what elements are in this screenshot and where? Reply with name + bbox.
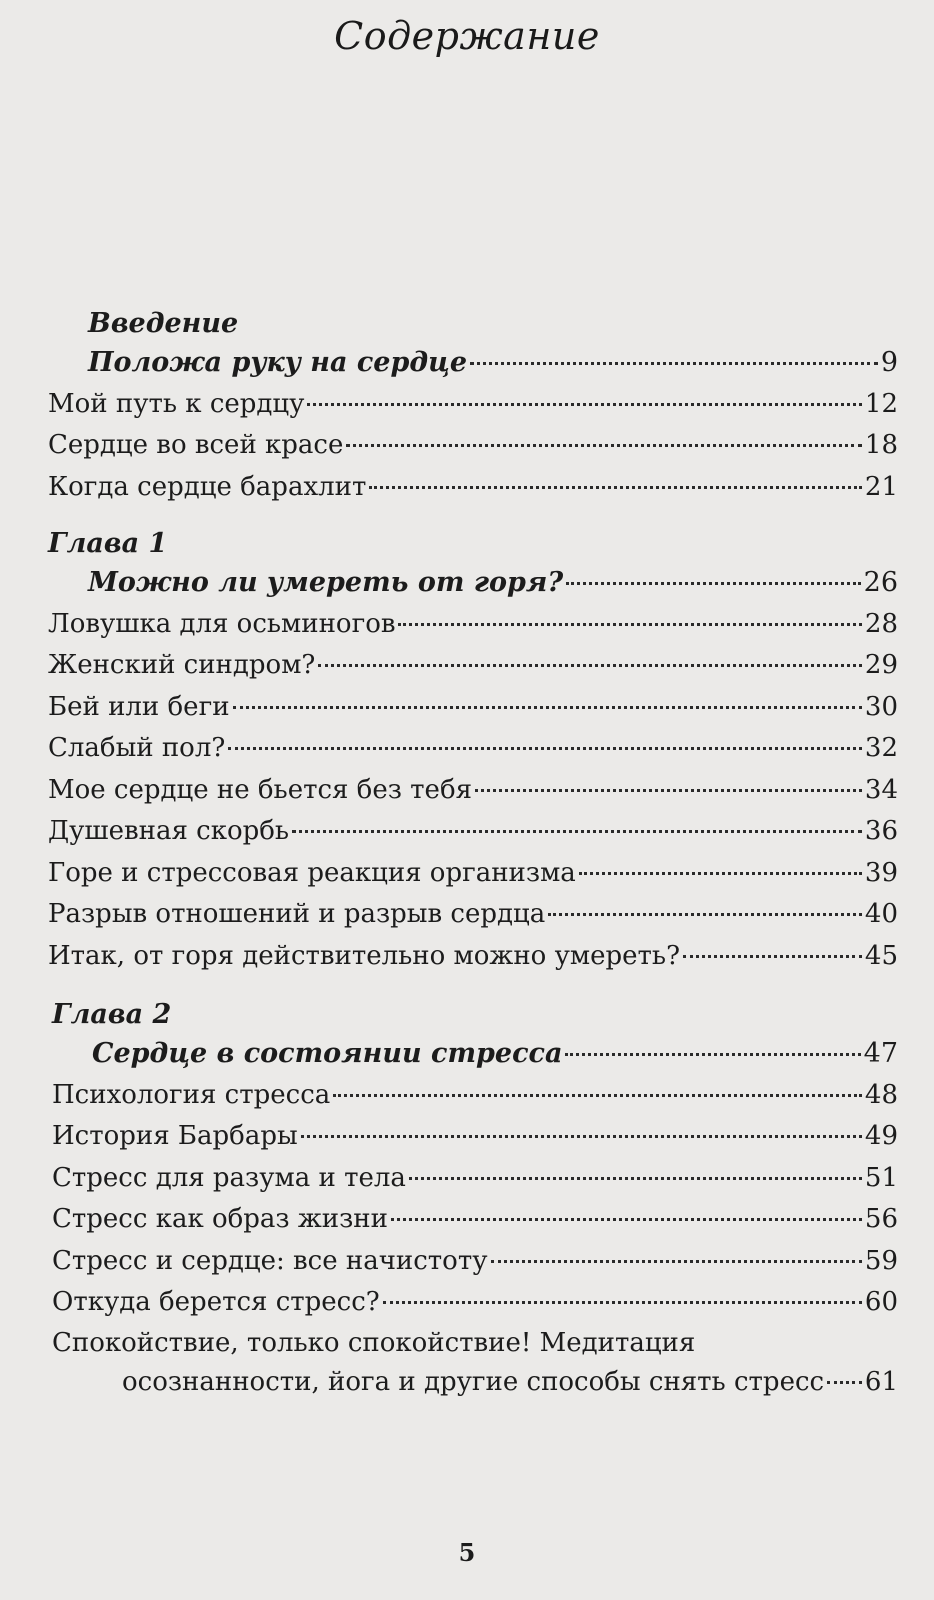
toc-page-number: 40 (864, 899, 898, 929)
toc-entry-label: Когда сердце барахлит (48, 471, 367, 502)
toc-entry-label: Психология стресса (52, 1079, 331, 1110)
toc-entry-label: Бей или беги (48, 691, 230, 722)
toc-page-number: 34 (864, 774, 898, 805)
dot-leader (579, 872, 862, 875)
toc-page-number: 9 (880, 347, 898, 378)
chapter-2-label: Глава 2 (52, 999, 172, 1030)
chapter-2-heading-row[interactable] (52, 1033, 898, 1075)
toc-entry-label: История Барбары (52, 1121, 298, 1151)
dot-leader (566, 582, 860, 585)
toc-entry-label: Откуда берется стресс? (52, 1287, 380, 1317)
toc-page-number: 60 (864, 1287, 898, 1317)
toc-entry-label-line2: осознанности, йога и другие способы снять стресс (122, 1366, 825, 1397)
dot-leader (307, 403, 861, 406)
toc-entry-label: Можно ли умереть от горя? (88, 567, 564, 598)
dot-leader (391, 1218, 862, 1221)
toc-entry-label: Итак, от горя действительно можно умереть? (48, 940, 681, 971)
toc-entry-multiline[interactable] (52, 1324, 898, 1404)
dot-leader (548, 913, 862, 916)
dot-leader (383, 1301, 862, 1304)
dot-leader (301, 1135, 862, 1138)
chapter-1-section (48, 526, 898, 977)
toc-page-number: 45 (864, 940, 898, 971)
dot-leader (475, 789, 862, 792)
toc-entry[interactable] (48, 853, 898, 895)
dot-leader (409, 1177, 862, 1180)
intro-label: Введение (88, 308, 239, 339)
dot-leader (565, 1053, 860, 1056)
toc-entry-label: Сердце во всей красе (48, 430, 344, 460)
intro-section (48, 306, 898, 508)
toc-entry[interactable] (48, 894, 898, 936)
toc-entry[interactable] (52, 1241, 898, 1283)
dot-leader (827, 1381, 862, 1384)
section-gap (48, 508, 898, 526)
toc-page-number: 56 (864, 1204, 898, 1234)
toc-page-number: 39 (864, 857, 898, 888)
toc-page-number: 32 (864, 733, 898, 763)
dot-leader (346, 444, 862, 447)
toc-entry-label: Слабый пол? (48, 733, 226, 763)
dot-leader (398, 623, 861, 626)
toc-entry-label: Горе и стрессовая реакция организма (48, 857, 576, 888)
toc-page-number: 12 (864, 388, 898, 419)
toc-entry[interactable] (52, 1199, 898, 1241)
toc-entry[interactable] (48, 728, 898, 770)
toc-page-number: 47 (863, 1038, 898, 1069)
toc-entry[interactable] (48, 936, 898, 978)
section-gap (48, 977, 898, 997)
toc-entry-label-line1: Спокойствие, только спокойствие! Медитация (52, 1327, 696, 1358)
toc-page-number: 30 (864, 691, 898, 722)
toc-page-number: 26 (863, 567, 898, 598)
dot-leader (233, 706, 862, 709)
toc-entry[interactable] (48, 645, 898, 687)
toc-entry[interactable] (52, 1158, 898, 1200)
intro-heading-row[interactable] (48, 342, 898, 384)
toc-entry[interactable] (52, 1116, 898, 1158)
chapter-1-label: Глава 1 (48, 528, 168, 559)
toc-entry-label: Душевная скорбь (48, 816, 290, 846)
dot-leader (292, 830, 862, 833)
dot-leader (333, 1094, 862, 1097)
toc-entry-label: Сердце в состоянии стресса (92, 1038, 563, 1069)
chapter-2-section (48, 997, 898, 1403)
toc-entry[interactable] (48, 467, 898, 509)
dot-leader (369, 486, 862, 489)
toc-entry[interactable] (48, 811, 898, 853)
toc-entry[interactable] (48, 604, 898, 646)
toc-entry[interactable] (48, 770, 898, 812)
toc-page-number: 36 (864, 816, 898, 846)
toc-page-number: 51 (864, 1162, 898, 1193)
toc-entry[interactable] (48, 425, 898, 467)
toc-page-number: 21 (864, 471, 898, 502)
toc-entry-label: Мое сердце не бьется без тебя (48, 774, 472, 805)
toc-entry-label: Стресс для разума и тела (52, 1162, 406, 1193)
toc-page-number: 28 (864, 608, 898, 639)
toc-entry-label: Стресс и сердце: все начистоту (52, 1245, 488, 1276)
toc-entry-label: Стресс как образ жизни (52, 1204, 388, 1234)
dot-leader (228, 747, 862, 750)
table-of-contents (48, 306, 898, 1403)
dot-leader (683, 955, 862, 958)
toc-entry-label: Мой путь к сердцу (48, 388, 305, 419)
toc-page-number: 49 (864, 1121, 898, 1151)
page-title: Содержание (334, 14, 600, 58)
toc-entry[interactable] (48, 687, 898, 729)
toc-page-number: 18 (864, 430, 898, 460)
toc-page-number: 59 (864, 1245, 898, 1276)
toc-entry-label: Положа руку на сердце (88, 347, 468, 378)
toc-entry[interactable] (48, 384, 898, 426)
toc-entry-line2 (52, 1362, 898, 1404)
toc-entry[interactable] (52, 1282, 898, 1324)
chapter-1-heading-row[interactable] (48, 562, 898, 604)
page-number: 5 (458, 1538, 476, 1567)
toc-entry-label: Ловушка для осьминогов (48, 608, 396, 639)
toc-entry-label: Разрыв отношений и разрыв сердца (48, 899, 546, 929)
toc-entry[interactable] (52, 1075, 898, 1117)
dot-leader (491, 1260, 862, 1263)
dot-leader (318, 664, 862, 667)
dot-leader (470, 362, 878, 365)
toc-page-number: 29 (864, 650, 898, 680)
toc-page-number: 48 (864, 1079, 898, 1110)
toc-page-number: 61 (864, 1366, 898, 1397)
toc-entry-label: Женский синдром? (48, 650, 316, 680)
